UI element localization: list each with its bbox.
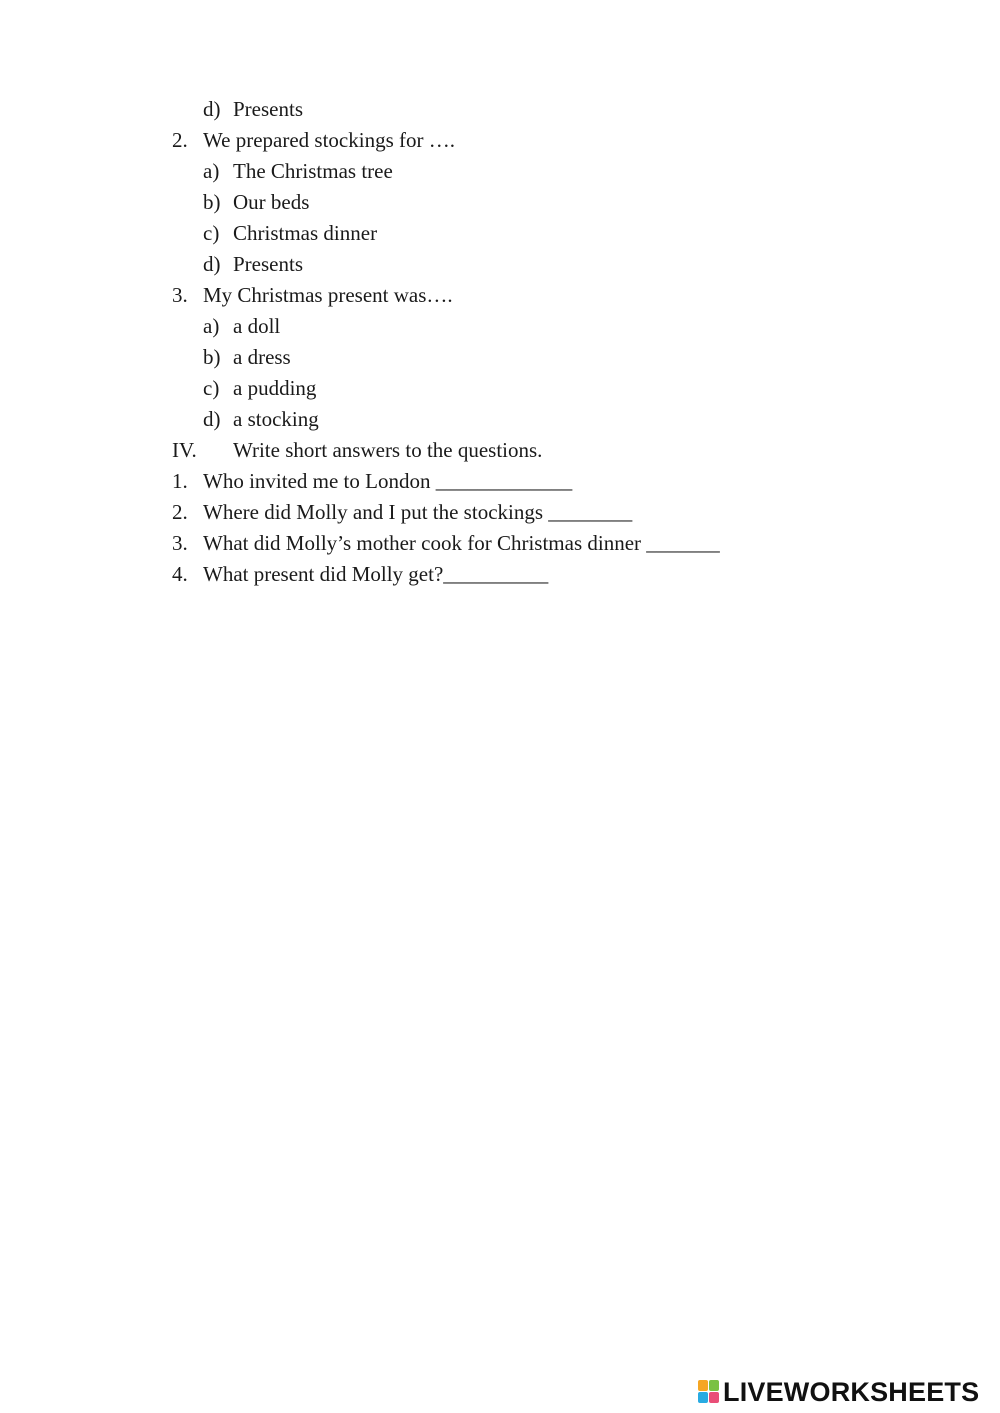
question-text: Where did Molly and I put the stockings ________: [203, 500, 633, 524]
option-marker: d): [203, 252, 221, 276]
option-marker: b): [203, 345, 221, 369]
question-text: What present did Molly get?__________: [203, 562, 549, 586]
option-text: Our beds: [233, 190, 310, 214]
option-marker: a): [203, 159, 220, 183]
question-number: 3.: [172, 531, 188, 555]
liveworksheets-watermark: [698, 1377, 979, 1407]
option-text: a stocking: [233, 407, 319, 431]
option-text: a doll: [233, 314, 281, 338]
option-marker: c): [203, 221, 220, 245]
option-marker: d): [203, 407, 221, 431]
question-text: What did Molly’s mother cook for Christmas dinner _______: [203, 531, 720, 555]
option-text: a pudding: [233, 376, 317, 400]
question-number: 3.: [172, 283, 188, 307]
question-number: 2.: [172, 128, 188, 152]
question-number: 4.: [172, 562, 188, 586]
section-number: IV.: [172, 438, 197, 462]
question-text: Who invited me to London _____________: [203, 469, 573, 493]
option-marker: d): [203, 97, 221, 121]
option-marker: a): [203, 314, 220, 338]
question-number: 1.: [172, 469, 188, 493]
section-title: Write short answers to the questions.: [233, 438, 543, 462]
question-number: 2.: [172, 500, 188, 524]
short-answer-question-4: [0, 561, 1000, 639]
option-text: Christmas dinner: [233, 221, 378, 245]
liveworksheets-logo-icon: [698, 1380, 720, 1404]
option-marker: b): [203, 190, 221, 214]
liveworksheets-wordmark: LIVEWORKSHEETS: [723, 1377, 980, 1407]
option-text: Presents: [233, 97, 303, 121]
question-text: We prepared stockings for ….: [203, 128, 455, 152]
option-text: The Christmas tree: [233, 159, 393, 183]
question-text: My Christmas present was….: [203, 283, 453, 307]
option-text: a dress: [233, 345, 291, 369]
option-marker: c): [203, 376, 220, 400]
option-text: Presents: [233, 252, 303, 276]
